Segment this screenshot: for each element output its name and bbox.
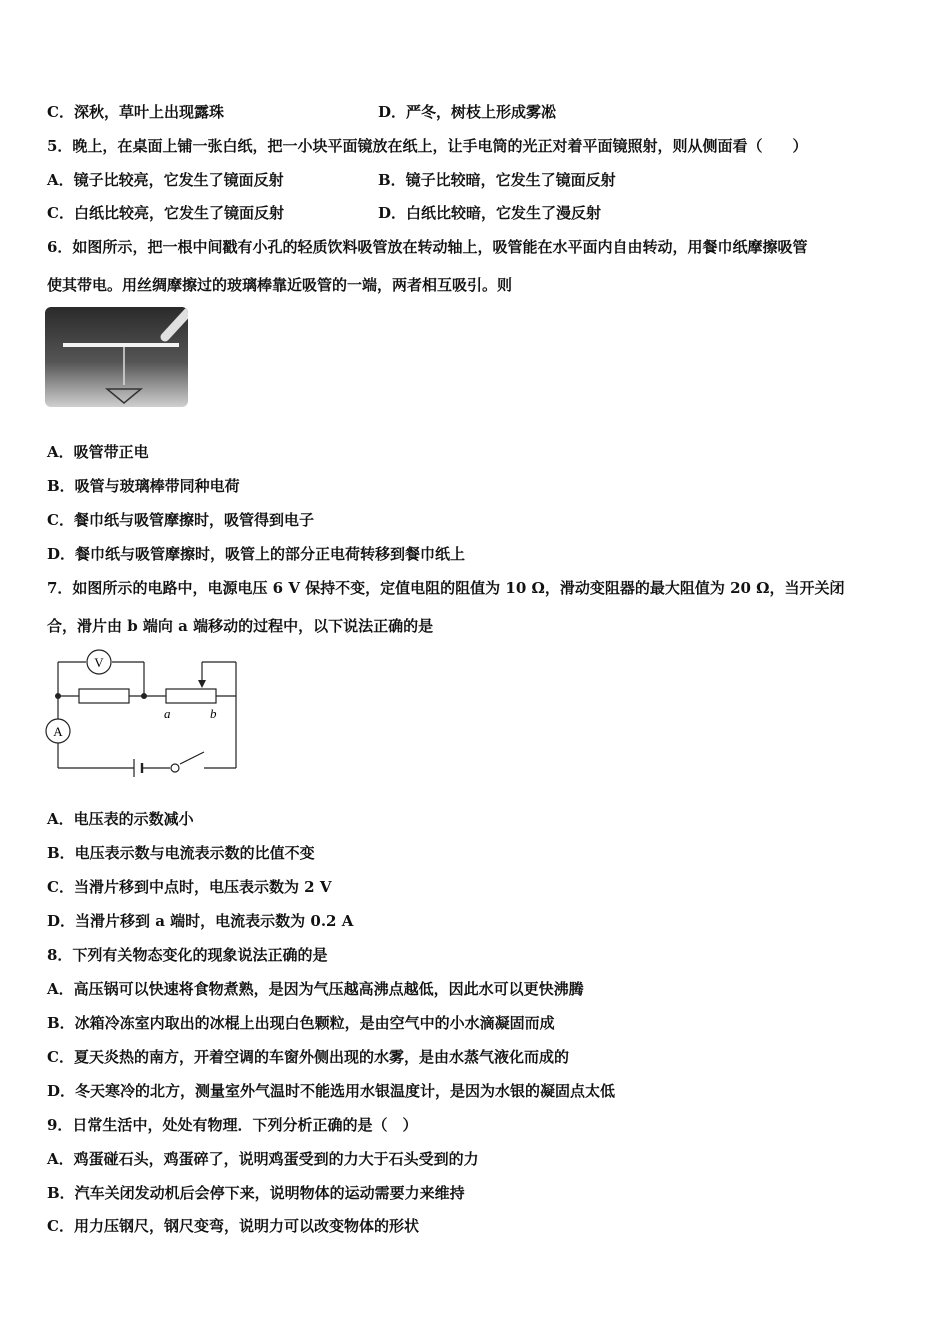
voltmeter-label: V xyxy=(94,655,104,670)
q8-option-b: B．冰箱冷冻室内取出的冰棍上出现白色颗粒，是由空气中的小水滴凝固而成 xyxy=(47,1014,555,1032)
q8-stem: 8．下列有关物态变化的现象说法正确的是 xyxy=(47,946,328,964)
q8-option-a: A．高压锅可以快速将食物煮熟，是因为气压越高沸点越低，因此水可以更快沸腾 xyxy=(47,980,584,998)
rheostat-end-a-label: a xyxy=(164,706,171,721)
q5-option-b: B．镜子比较暗，它发生了镜面反射 xyxy=(378,171,616,189)
circuit-diagram xyxy=(44,648,244,778)
q7-stem-line2: 合，滑片由 b 端向 a 端移动的过程中，以下说法正确的是 xyxy=(47,617,434,635)
straw-photo-graphic xyxy=(45,307,188,407)
switch-contact xyxy=(171,764,179,772)
q5-option-a: A．镜子比较亮，它发生了镜面反射 xyxy=(47,171,284,189)
q6-stem-line2: 使其带电。用丝绸摩擦过的玻璃棒靠近吸管的一端，两者相互吸引。则 xyxy=(47,276,513,294)
q6-stem-line1: 6．如图所示，把一根中间戳有小孔的轻质饮料吸管放在转动轴上，吸管能在水平面内自由转动，用餐巾纸摩擦吸管 xyxy=(47,238,808,256)
q6-option-d: D．餐巾纸与吸管摩擦时，吸管上的部分正电荷转移到餐巾纸上 xyxy=(47,545,466,563)
fixed-resistor xyxy=(79,689,129,703)
q9-option-b: B．汽车关闭发动机后会停下来，说明物体的运动需要力来维持 xyxy=(47,1184,465,1202)
circuit-graphic xyxy=(44,648,244,778)
q5-option-d: D．白纸比较暗，它发生了漫反射 xyxy=(378,204,602,222)
q8-option-c: C．夏天炎热的南方，开着空调的车窗外侧出现的水雾，是由水蒸气液化而成的 xyxy=(47,1048,569,1066)
rheostat xyxy=(166,689,216,703)
q6-option-c: C．餐巾纸与吸管摩擦时，吸管得到电子 xyxy=(47,511,314,529)
q7-option-c: C．当滑片移到中点时，电压表示数为 2 V xyxy=(47,878,332,896)
q6-option-b: B．吸管与玻璃棒带同种电荷 xyxy=(47,477,240,495)
q4-option-d: D．严冬，树枝上形成雾凇 xyxy=(378,103,557,121)
q5-stem: 5．晚上，在桌面上铺一张白纸，把一小块平面镜放在纸上，让手电筒的光正对着平面镜照射，则从侧面看（ ） xyxy=(47,137,808,155)
ammeter-label: A xyxy=(53,724,63,739)
q8-option-d: D．冬天寒冷的北方，测量室外气温时不能选用水银温度计，是因为水银的凝固点太低 xyxy=(47,1082,616,1100)
junction-dot xyxy=(141,693,147,699)
q7-option-a: A．电压表的示数减小 xyxy=(47,810,194,828)
q9-option-a: A．鸡蛋碰石头，鸡蛋碎了，说明鸡蛋受到的力大于石头受到的力 xyxy=(47,1150,479,1168)
q7-stem-line1: 7．如图所示的电路中，电源电压 6 V 保持不变，定值电阻的阻值为 10 Ω，滑动变阻器的最大阻值为 20 Ω，当开关闭 xyxy=(47,579,845,597)
q7-option-b: B．电压表示数与电流表示数的比值不变 xyxy=(47,844,315,862)
q5-option-c: C．白纸比较亮，它发生了镜面反射 xyxy=(47,204,284,222)
q4-option-c: C．深秋，草叶上出现露珠 xyxy=(47,103,224,121)
rheostat-end-b-label: b xyxy=(210,706,217,721)
q9-stem: 9．日常生活中，处处有物理．下列分析正确的是（ ） xyxy=(47,1116,418,1134)
q9-option-c: C．用力压钢尺，钢尺变弯，说明力可以改变物体的形状 xyxy=(47,1217,419,1235)
junction-dot xyxy=(55,693,61,699)
q6-option-a: A．吸管带正电 xyxy=(47,443,149,461)
straw-rotation-photo xyxy=(45,307,188,407)
straw xyxy=(63,343,179,347)
slider-arrowhead xyxy=(198,680,206,688)
q7-option-d: D．当滑片移到 a 端时，电流表示数为 0.2 A xyxy=(47,912,354,930)
